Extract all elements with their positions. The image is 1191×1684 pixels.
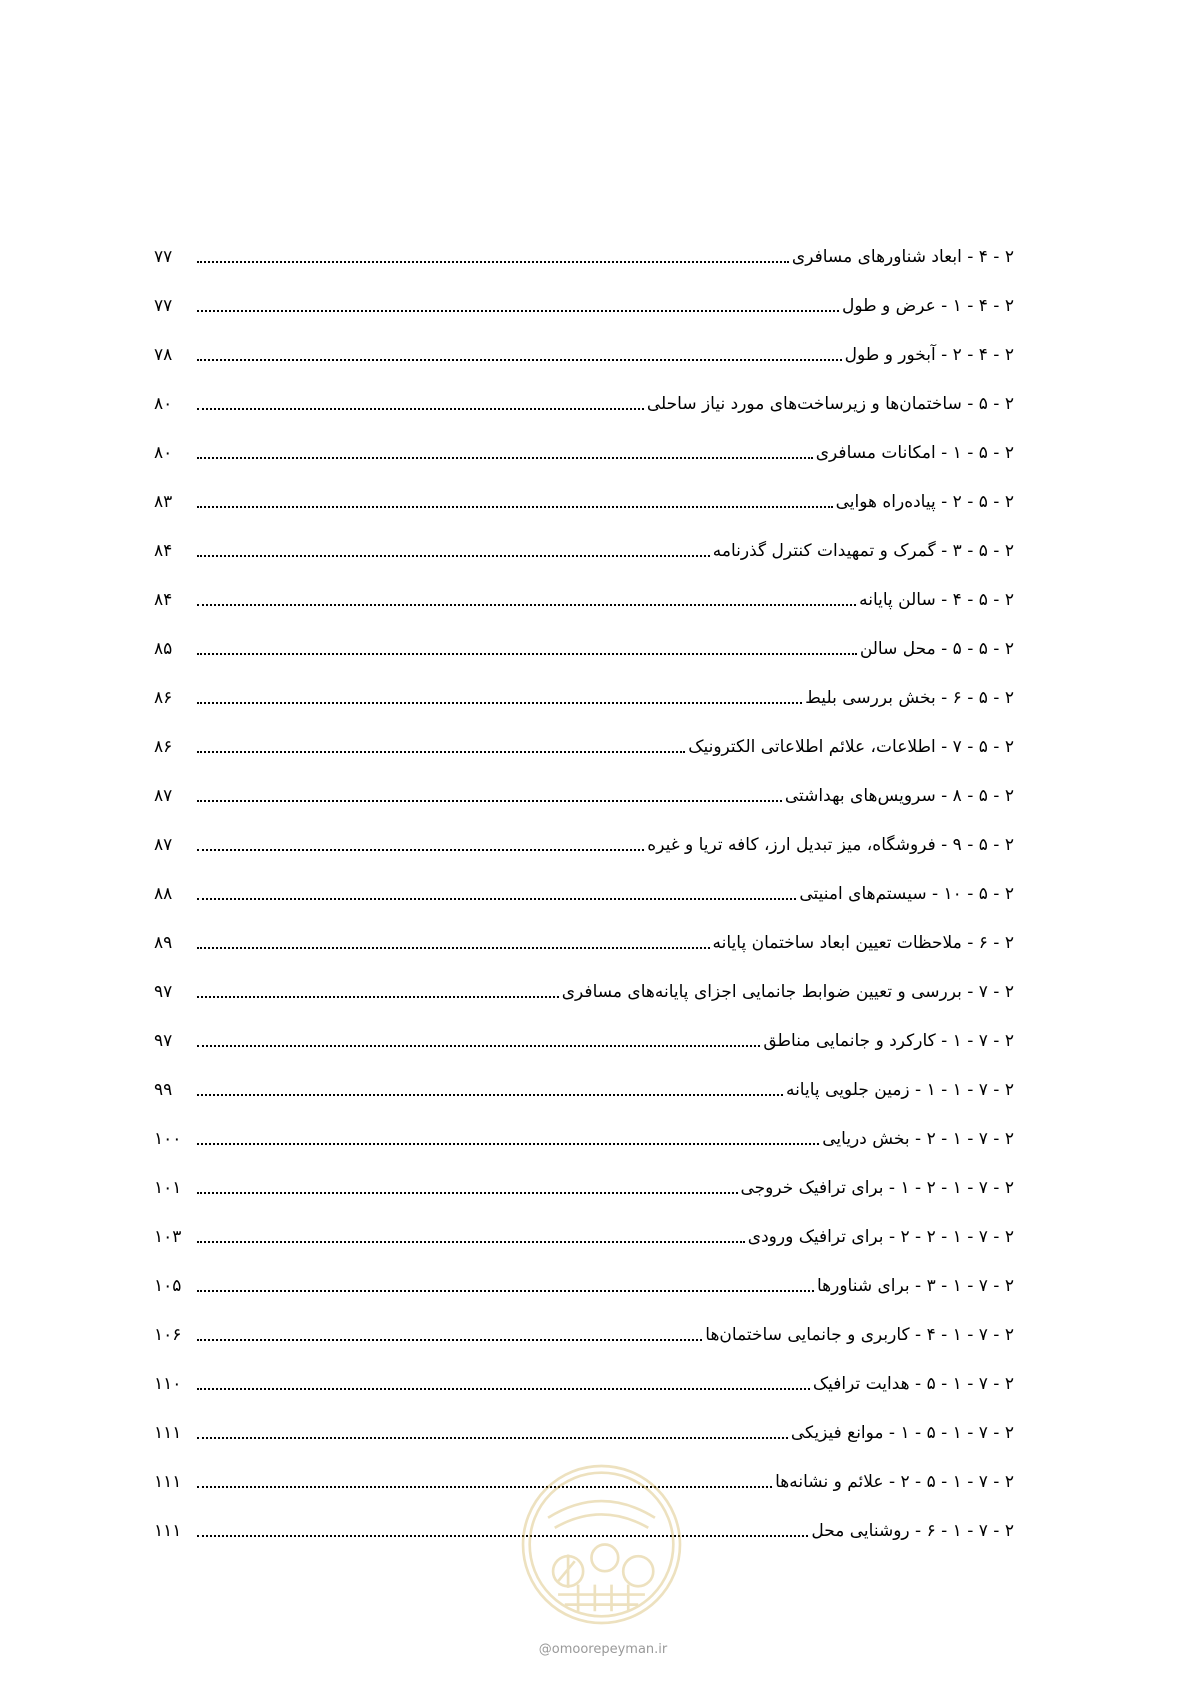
toc-dot-leader bbox=[197, 897, 796, 900]
toc-entry-title: ۲ - ۵ - ۴ - سالن پایانه bbox=[859, 590, 1014, 610]
toc-dot-leader bbox=[197, 1387, 810, 1390]
toc-dot-leader bbox=[197, 1289, 814, 1292]
toc-entry-page: ۱۰۵ bbox=[154, 1276, 182, 1296]
toc-entry-title: ۲ - ۵ - ۵ - محل سالن bbox=[859, 639, 1014, 659]
toc-dot-leader bbox=[197, 1485, 772, 1488]
toc-entry-page: ۸۴ bbox=[154, 590, 173, 610]
toc-entry-page: ۸۰ bbox=[154, 394, 173, 414]
toc-entry[interactable] bbox=[154, 954, 1014, 1003]
toc-entry[interactable] bbox=[154, 807, 1014, 856]
toc-entry[interactable] bbox=[154, 1248, 1014, 1297]
toc-entry[interactable] bbox=[154, 611, 1014, 660]
toc-entry[interactable] bbox=[154, 1101, 1014, 1150]
toc-dot-leader bbox=[197, 1338, 702, 1341]
toc-entry-page: ۱۰۶ bbox=[154, 1325, 182, 1345]
toc-entry-title: ۲ - ۴ - ۱ - عرض و طول bbox=[841, 296, 1014, 316]
toc-entry-title: ۲ - ۷ - ۱ - ۵ - ۱ - موانع فیزیکی bbox=[790, 1423, 1014, 1443]
toc-entry[interactable] bbox=[154, 1395, 1014, 1444]
toc-entry-title: ۲ - ۵ - ۳ - گمرک و تمهیدات کنترل گذرنامه bbox=[712, 541, 1014, 561]
toc-entry[interactable] bbox=[154, 1199, 1014, 1248]
table-of-contents bbox=[154, 219, 1014, 1542]
toc-entry-title: ۲ - ۷ - ۱ - ۲ - ۲ - برای ترافیک ورودی bbox=[747, 1227, 1014, 1247]
watermark-url: @omoorepeyman.ir bbox=[538, 1642, 668, 1657]
toc-entry-page: ۸۶ bbox=[154, 737, 173, 757]
toc-entry-title: ۲ - ۷ - ۱ - ۵ - هدایت ترافیک bbox=[812, 1374, 1014, 1394]
toc-entry-title: ۲ - ۷ - ۱ - ۶ - روشنایی محل bbox=[811, 1521, 1014, 1541]
toc-entry-page: ۷۸ bbox=[154, 345, 173, 365]
toc-entry-title: ۲ - ۷ - ۱ - ۱ - زمین جلویی پایانه bbox=[785, 1080, 1014, 1100]
toc-entry-page: ۸۰ bbox=[154, 443, 173, 463]
toc-entry-page: ۷۷ bbox=[154, 296, 173, 316]
toc-entry-title: ۲ - ۵ - ۱۰ - سیستم‌های امنیتی bbox=[799, 884, 1014, 904]
toc-entry-page: ۱۰۳ bbox=[154, 1227, 182, 1247]
toc-entry-page: ۱۱۰ bbox=[154, 1374, 182, 1394]
watermark-logo bbox=[518, 1461, 685, 1628]
toc-entry-title: ۲ - ۴ - ابعاد شناورهای مسافری bbox=[791, 247, 1014, 267]
toc-entry-title: ۲ - ۴ - ۲ - آبخور و طول bbox=[844, 345, 1014, 365]
toc-dot-leader bbox=[197, 652, 857, 655]
toc-entry-title: ۲ - ۵ - ۶ - بخش بررسی بلیط bbox=[805, 688, 1014, 708]
toc-dot-leader bbox=[197, 1534, 808, 1537]
toc-entry[interactable] bbox=[154, 758, 1014, 807]
toc-dot-leader bbox=[197, 1191, 738, 1194]
toc-entry-page: ۱۰۱ bbox=[154, 1178, 182, 1198]
toc-dot-leader bbox=[197, 799, 782, 802]
toc-entry-title: ۲ - ۵ - ۷ - اطلاعات، علائم اطلاعاتی الکترونیک bbox=[688, 737, 1014, 757]
toc-entry-page: ۸۳ bbox=[154, 492, 173, 512]
toc-entry-page: ۸۵ bbox=[154, 639, 173, 659]
toc-dot-leader bbox=[197, 1044, 760, 1047]
toc-dot-leader bbox=[197, 260, 789, 263]
toc-dot-leader bbox=[197, 1142, 819, 1145]
toc-entry[interactable] bbox=[154, 1150, 1014, 1199]
toc-entry-page: ۱۱۱ bbox=[154, 1521, 182, 1541]
toc-entry[interactable] bbox=[154, 1052, 1014, 1101]
toc-dot-leader bbox=[197, 701, 802, 704]
toc-entry-page: ۸۷ bbox=[154, 786, 173, 806]
toc-dot-leader bbox=[197, 603, 856, 606]
toc-entry[interactable] bbox=[154, 415, 1014, 464]
toc-entry-title: ۲ - ۶ - ملاحظات تعیین ابعاد ساختمان پایانه bbox=[712, 933, 1014, 953]
toc-entry-page: ۱۱۱ bbox=[154, 1472, 182, 1492]
toc-entry-title: ۲ - ۷ - بررسی و تعیین ضوابط جانمایی اجزای پایانه‌های مسافری bbox=[561, 982, 1014, 1002]
toc-entry-title: ۲ - ۵ - ۸ - سرویس‌های بهداشتی bbox=[784, 786, 1014, 806]
toc-entry-title: ۲ - ۵ - ۱ - امکانات مسافری bbox=[815, 443, 1014, 463]
toc-dot-leader bbox=[197, 554, 710, 557]
toc-entry-page: ۹۷ bbox=[154, 982, 173, 1002]
toc-entry[interactable] bbox=[154, 219, 1014, 268]
toc-dot-leader bbox=[197, 505, 833, 508]
toc-dot-leader bbox=[197, 1436, 788, 1439]
toc-entry-page: ۸۸ bbox=[154, 884, 173, 904]
toc-entry-page: ۸۶ bbox=[154, 688, 173, 708]
toc-entry[interactable] bbox=[154, 464, 1014, 513]
toc-entry-title: ۲ - ۷ - ۱ - ۵ - ۲ - علائم و نشانه‌ها bbox=[775, 1472, 1014, 1492]
toc-entry[interactable] bbox=[154, 905, 1014, 954]
toc-dot-leader bbox=[197, 309, 839, 312]
toc-dot-leader bbox=[197, 848, 644, 851]
toc-entry-title: ۲ - ۷ - ۱ - ۲ - بخش دریایی bbox=[822, 1129, 1014, 1149]
toc-entry-page: ۱۱۱ bbox=[154, 1423, 182, 1443]
toc-entry-title: ۲ - ۵ - ۲ - پیاده‌راه هوایی bbox=[835, 492, 1014, 512]
toc-entry[interactable] bbox=[154, 660, 1014, 709]
toc-dot-leader bbox=[197, 1093, 783, 1096]
toc-entry-title: ۲ - ۷ - ۱ - ۲ - ۱ - برای ترافیک خروجی bbox=[740, 1178, 1014, 1198]
toc-dot-leader bbox=[197, 995, 559, 998]
toc-entry-page: ۹۹ bbox=[154, 1080, 173, 1100]
toc-entry-title: ۲ - ۵ - ساختمان‌ها و زیرساخت‌های مورد نیاز ساحلی bbox=[646, 394, 1014, 414]
toc-entry-page: ۸۹ bbox=[154, 933, 173, 953]
toc-entry[interactable] bbox=[154, 317, 1014, 366]
toc-entry-page: ۷۷ bbox=[154, 247, 173, 267]
toc-entry-title: ۲ - ۷ - ۱ - ۴ - کاربری و جانمایی ساختمان‌ها bbox=[705, 1325, 1014, 1345]
toc-dot-leader bbox=[197, 946, 710, 949]
toc-dot-leader bbox=[197, 750, 685, 753]
toc-entry-page: ۹۷ bbox=[154, 1031, 173, 1051]
toc-entry-title: ۲ - ۵ - ۹ - فروشگاه، میز تبدیل ارز، کافه تریا و غیره bbox=[647, 835, 1014, 855]
toc-entry-page: ۱۰۰ bbox=[154, 1129, 182, 1149]
toc-dot-leader bbox=[197, 358, 842, 361]
toc-dot-leader bbox=[197, 1240, 745, 1243]
toc-dot-leader bbox=[197, 407, 644, 410]
toc-dot-leader bbox=[197, 456, 813, 459]
toc-entry[interactable] bbox=[154, 856, 1014, 905]
toc-entry[interactable] bbox=[154, 1003, 1014, 1052]
toc-entry[interactable] bbox=[154, 268, 1014, 317]
toc-entry[interactable] bbox=[154, 709, 1014, 758]
toc-entry[interactable] bbox=[154, 366, 1014, 415]
toc-entry[interactable] bbox=[154, 1297, 1014, 1346]
toc-entry-page: ۸۷ bbox=[154, 835, 173, 855]
toc-entry[interactable] bbox=[154, 513, 1014, 562]
toc-entry-title: ۲ - ۷ - ۱ - ۳ - برای شناورها bbox=[816, 1276, 1014, 1296]
toc-entry-title: ۲ - ۷ - ۱ - کارکرد و جانمایی مناطق bbox=[763, 1031, 1014, 1051]
toc-entry[interactable] bbox=[154, 1346, 1014, 1395]
toc-entry[interactable] bbox=[154, 562, 1014, 611]
toc-entry-page: ۸۴ bbox=[154, 541, 173, 561]
